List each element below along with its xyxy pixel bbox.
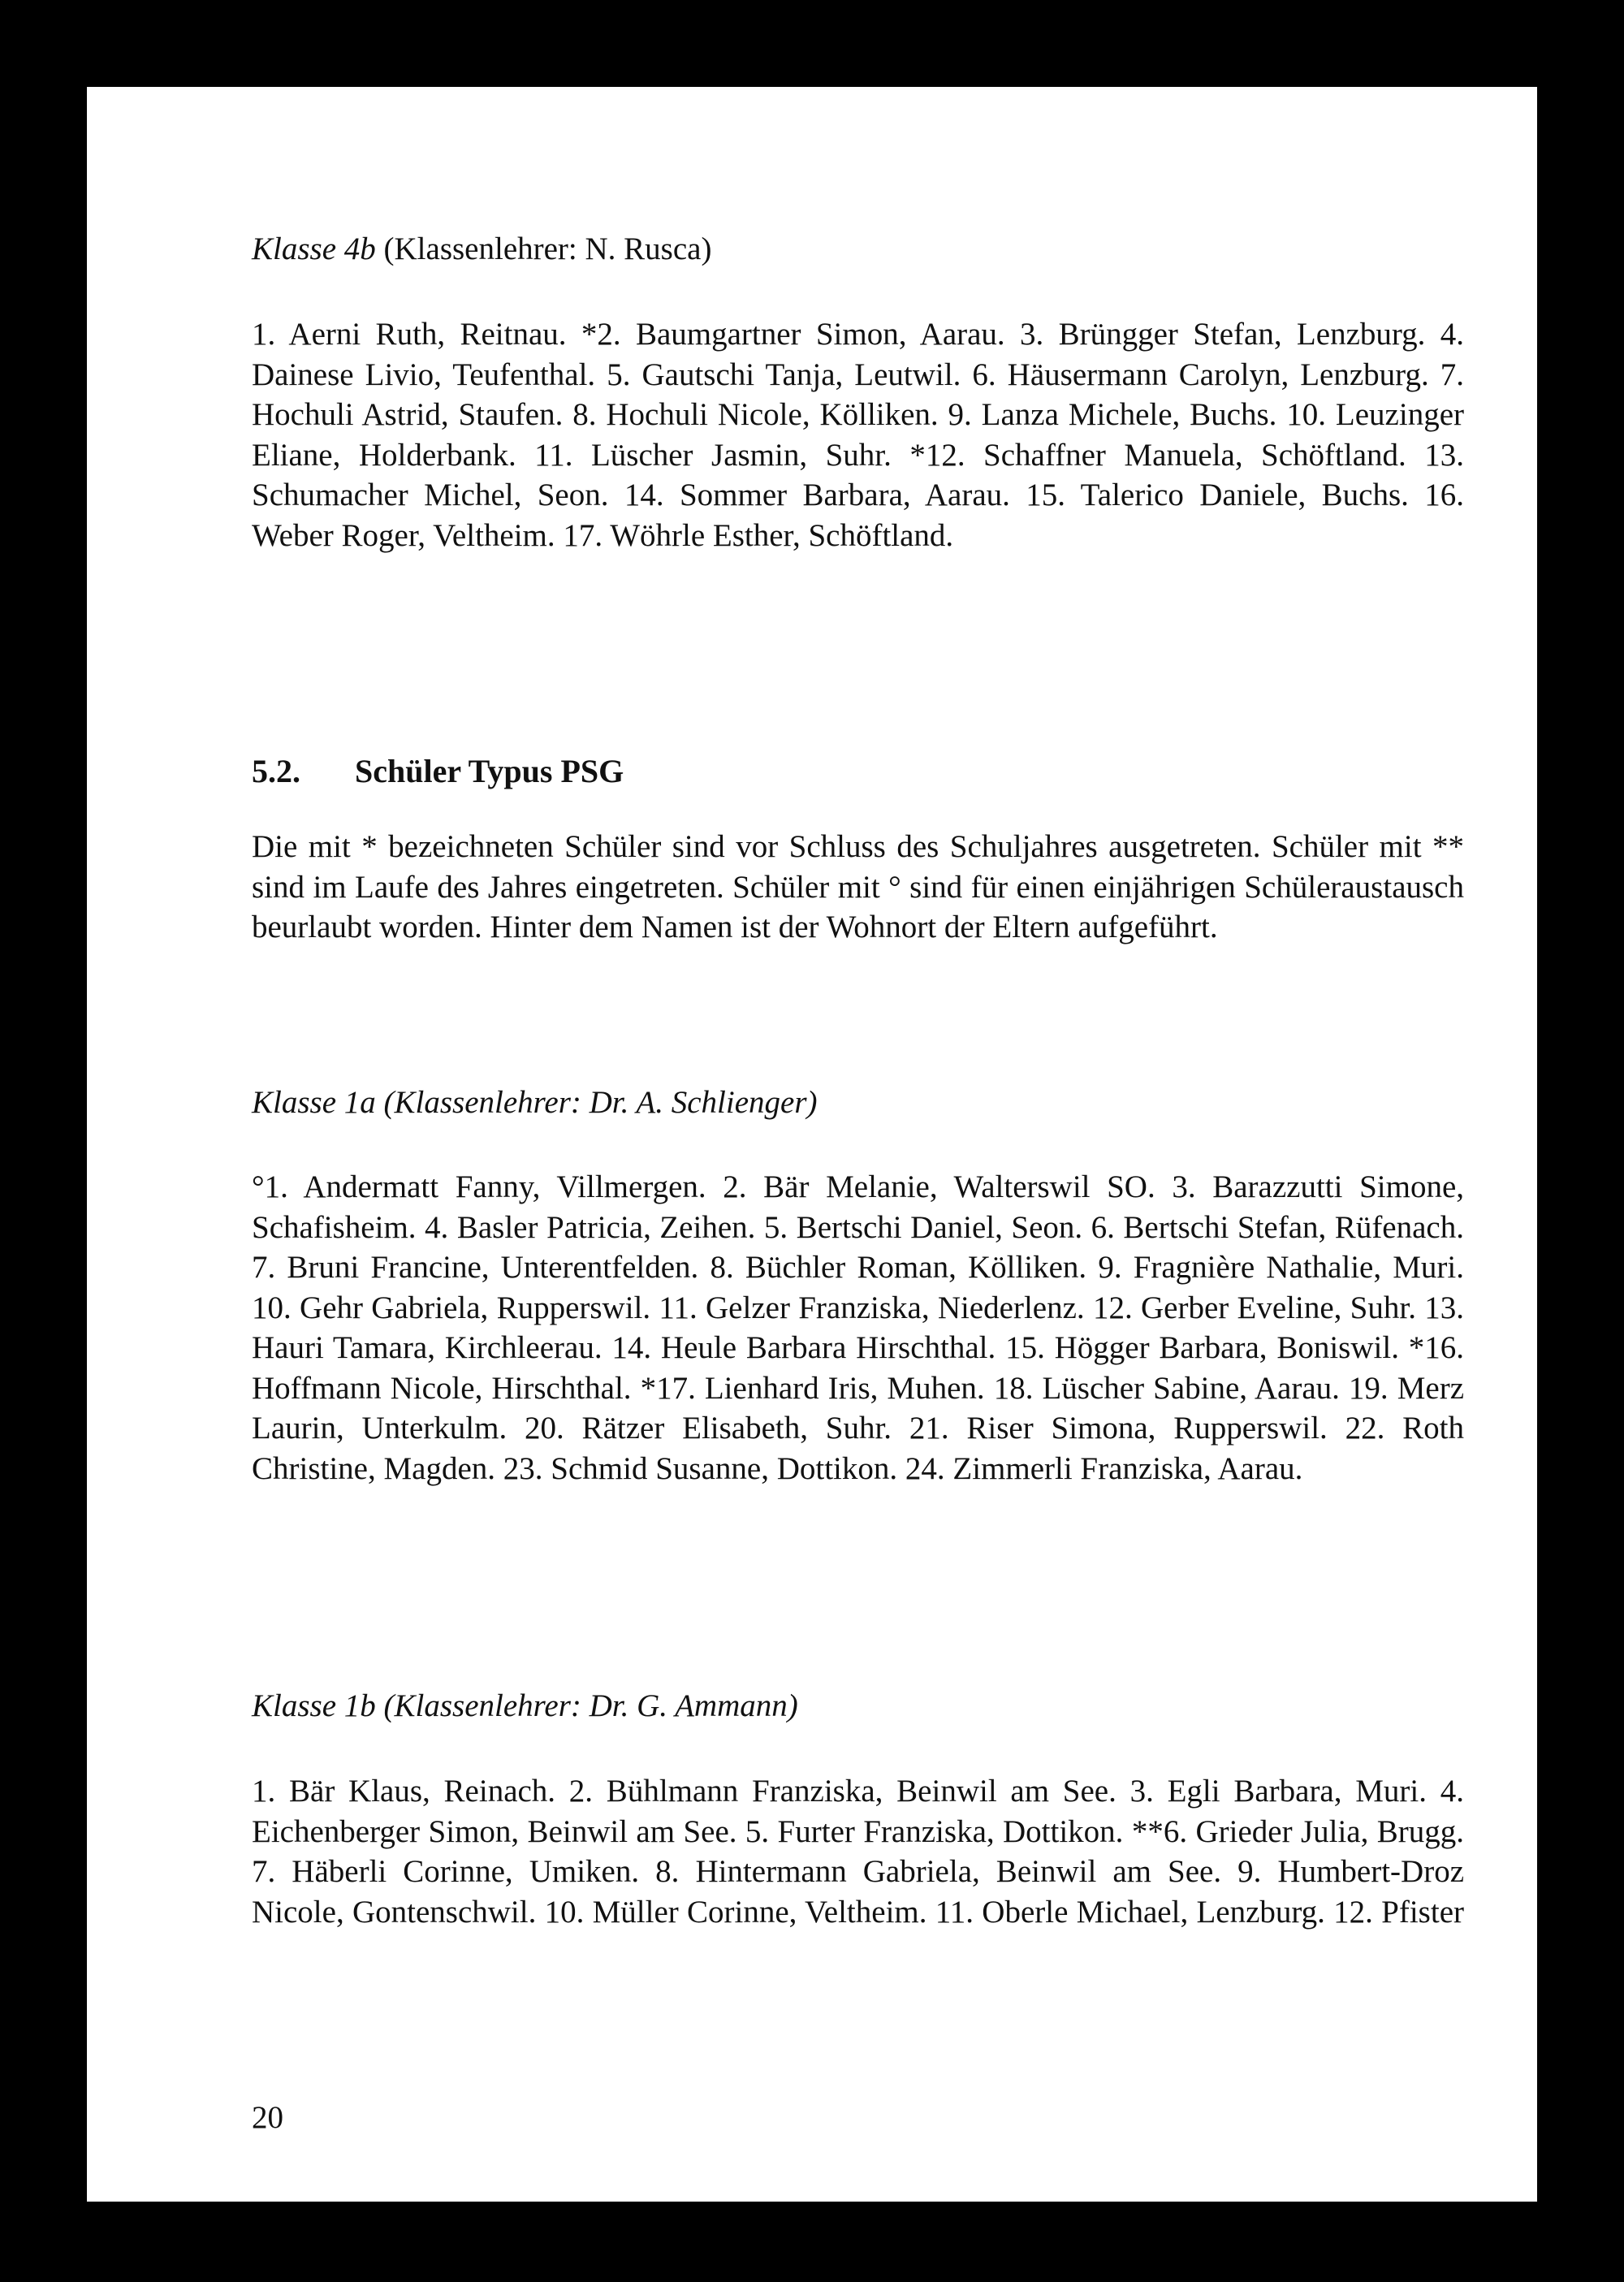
class-1b-student-list: 1. Bär Klaus, Reinach. 2. Bühlmann Franziska, Beinwil am See. 3. Egli Barbara, Muri. 4. Eichenberger Simon, Beinwil am See. 5. Furter Franziska, Dottikon. **6. Grieder Julia, Brugg. 7. Häberli Corinne, Umiken. 8. Hintermann Gabriela, Beinwil am See. 9. Humbert-Droz Nicole, Gontenschwil. 10. Müller Corinne, Veltheim. 11. Oberle Michael, Lenzburg. 12. Pfister bbox=[252, 1774, 1464, 1930]
class-4b-heading bbox=[252, 229, 1464, 270]
page-number: 20 bbox=[252, 2100, 283, 2135]
class-4b-label: Klasse 4b bbox=[252, 231, 376, 266]
section-title: Schüler Typus PSG bbox=[355, 753, 624, 789]
class-1b-heading: Klasse 1b (Klassenlehrer: Dr. G. Ammann) bbox=[252, 1688, 798, 1723]
section-number: 5.2. bbox=[252, 753, 300, 789]
section-intro: Die mit * bezeichneten Schüler sind vor Schluss des Schuljahres ausgetreten. Schüler mit ** sind im Laufe des Jahres eingetreten. Schüler mit ° sind für einen einjährigen Schüleraustausch beurlaubt worden. Hinter dem Namen ist der Wohnort der Eltern aufgeführt. bbox=[252, 829, 1464, 944]
document-page bbox=[87, 87, 1537, 2202]
section-heading bbox=[252, 751, 1464, 792]
class-1a-heading: Klasse 1a (Klassenlehrer: Dr. A. Schlienger) bbox=[252, 1085, 818, 1120]
class-1a-student-list: °1. Andermatt Fanny, Villmergen. 2. Bär Melanie, Walterswil SO. 3. Barazzutti Simone, Schafisheim. 4. Basler Patricia, Zeihen. 5. Bertschi Daniel, Seon. 6. Bertschi Stefan, Rüfenach. 7. Bruni Francine, Unterentfelden. 8. Büchler Roman, Kölliken. 9. Fragnière Nathalie, Muri. 10. Gehr Gabriela, Rupperswil. 11. Gelzer Franziska, Niederlenz. 12. Gerber Eveline, Suhr. 13. Hauri Tamara, Kirchleerau. 14. Heule Barbara Hirschthal. 15. Högger Barbara, Boniswil. *16. Hoffmann Nicole, Hirschthal. *17. Lienhard Iris, Muhen. 18. Lüscher Sabine, Aarau. 19. Merz Laurin, Unterkulm. 20. Rätzer Elisabeth, Suhr. 21. Riser Simona, Rupperswil. 22. Roth Christine, Magden. 23. Schmid Susanne, Dottikon. 24. Zimmerli Franziska, Aarau. bbox=[252, 1169, 1464, 1486]
class-4b-student-list: 1. Aerni Ruth, Reitnau. *2. Baumgartner Simon, Aarau. 3. Brüngger Stefan, Lenzburg. 4. Dainese Livio, Teufenthal. 5. Gautschi Tanja, Leutwil. 6. Häusermann Carolyn, Lenzburg. 7. Hochuli Astrid, Staufen. 8. Hochuli Nicole, Kölliken. 9. Lanza Michele, Buchs. 10. Leuzinger Eliane, Holderbank. 11. Lüscher Jasmin, Suhr. *12. Schaffner Manuela, Schöftland. 13. Schumacher Michel, Seon. 14. Sommer Barbara, Aarau. 15. Talerico Daniele, Buchs. 16. Weber Roger, Veltheim. 17. Wöhrle Esther, Schöftland. bbox=[252, 317, 1464, 553]
class-4b-teacher: (Klassenlehrer: N. Rusca) bbox=[375, 231, 712, 266]
